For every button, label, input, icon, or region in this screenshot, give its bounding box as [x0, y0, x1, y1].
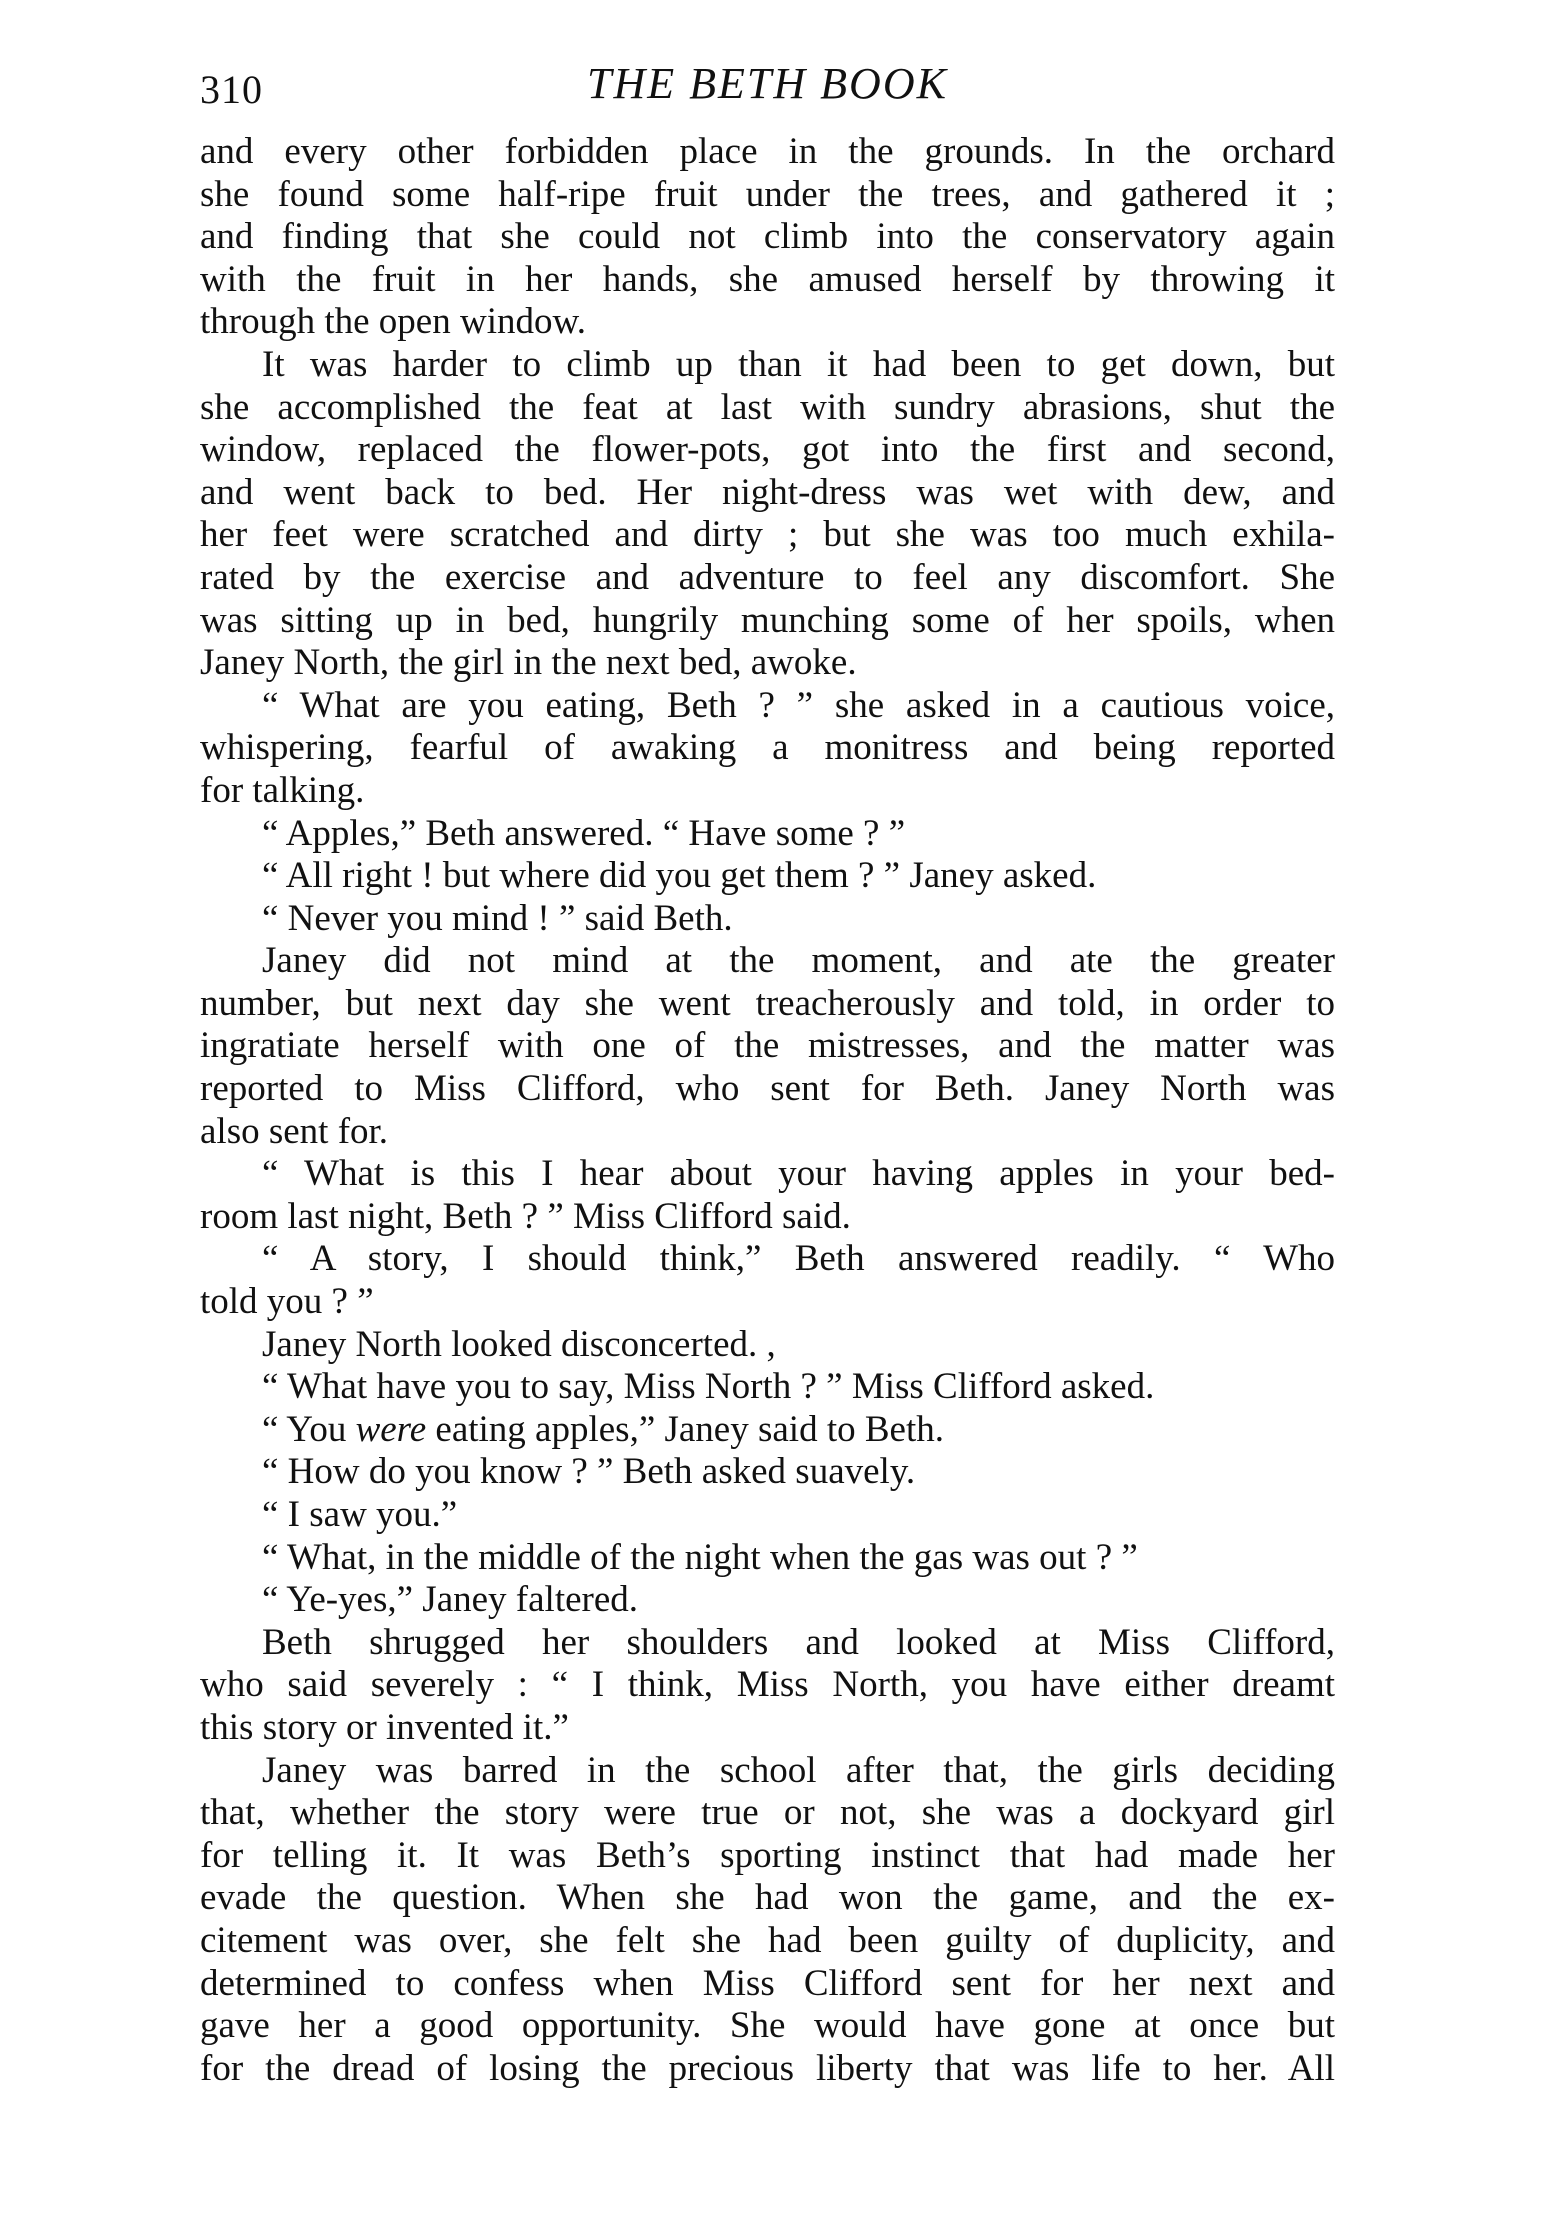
- text-line: determined to confess when Miss Clifford sent for her next and: [200, 1962, 1335, 2004]
- text-line: Beth shrugged her shoulders and looked at Miss Clifford,: [262, 1621, 1335, 1663]
- text-line: “ What, in the middle of the night when the gas was out ? ”: [262, 1536, 1138, 1578]
- text-line: rated by the exercise and adventure to feel any discomfort. She: [200, 556, 1335, 598]
- text-line: number, but next day she went treacherously and told, in order to: [200, 982, 1335, 1024]
- text-line: Janey was barred in the school after that, the girls deciding: [262, 1749, 1335, 1791]
- text-line: “ What have you to say, Miss North ? ” Miss Clifford asked.: [262, 1366, 1155, 1408]
- text-line: also sent for.: [200, 1110, 389, 1152]
- text-line: for the dread of losing the precious liberty that was life to her. All: [200, 2047, 1335, 2089]
- page-header: [200, 58, 1335, 118]
- text-line: gave her a good opportunity. She would have gone at once but: [200, 2005, 1335, 2047]
- text-line: “ You were eating apples,” Janey said to Beth.: [262, 1408, 944, 1450]
- text-line: “ Apples,” Beth answered. “ Have some ? ”: [262, 812, 906, 854]
- text-line: that, whether the story were true or not, she was a dockyard girl: [200, 1792, 1335, 1834]
- text-line: “ How do you know ? ” Beth asked suavely.: [262, 1451, 916, 1493]
- text-line: for telling it. It was Beth’s sporting instinct that had made her: [200, 1834, 1335, 1876]
- text-line: ingratiate herself with one of the mistresses, and the matter was: [200, 1025, 1335, 1067]
- text-line: room last night, Beth ? ” Miss Clifford said.: [200, 1195, 851, 1237]
- body-text: [200, 131, 1335, 2090]
- text-line: for talking.: [200, 769, 365, 811]
- text-line: whispering, fearful of awaking a monitress and being reported: [200, 727, 1335, 769]
- text-line: through the open window.: [200, 301, 587, 343]
- text-line: “ I saw you.”: [262, 1494, 458, 1535]
- text-line: who said severely : “ I think, Miss North, you have either dreamt: [200, 1664, 1335, 1706]
- text-line: window, replaced the flower-pots, got into the first and second,: [200, 429, 1335, 471]
- text-line: was sitting up in bed, hungrily munching some of her spoils, when: [200, 599, 1335, 641]
- text-line: Janey North, the girl in the next bed, awoke.: [200, 642, 857, 684]
- text-line: reported to Miss Clifford, who sent for Beth. Janey North was: [200, 1068, 1335, 1110]
- text-line: her feet were scratched and dirty ; but she was too much exhila-: [200, 514, 1335, 556]
- text-line: “ What is this I hear about your having apples in your bed-: [262, 1153, 1335, 1195]
- text-line: and went back to bed. Her night-dress was wet with dew, and: [200, 471, 1335, 513]
- text-line: she accomplished the feat at last with sundry abrasions, shut the: [200, 386, 1335, 428]
- text-line: “ A story, I should think,” Beth answered readily. “ Who: [262, 1238, 1335, 1280]
- text-line: with the fruit in her hands, she amused herself by throwing it: [200, 258, 1335, 300]
- text-line: “ Never you mind ! ” said Beth.: [262, 897, 733, 939]
- text-line: “ What are you eating, Beth ? ” she asked in a cautious voice,: [262, 684, 1335, 726]
- text-line: and every other forbidden place in the grounds. In the orchard: [200, 131, 1335, 172]
- text-line: “ All right ! but where did you get them ? ” Janey asked.: [262, 855, 1097, 897]
- text-line: and finding that she could not climb into the conservatory again: [200, 216, 1335, 258]
- text-line: It was harder to climb up than it had been to get down, but: [262, 343, 1335, 385]
- text-line: she found some half-ripe fruit under the trees, and gathered it ;: [200, 173, 1335, 215]
- page-number: 310: [200, 67, 263, 112]
- text-line: Janey North looked disconcerted. ,: [262, 1323, 776, 1365]
- text-line: citement was over, she felt she had been guilty of duplicity, and: [200, 1919, 1335, 1961]
- text-line: evade the question. When she had won the game, and the ex-: [200, 1877, 1335, 1919]
- running-title: THE BETH BOOK: [587, 59, 948, 108]
- text-line: “ Ye-yes,” Janey faltered.: [262, 1579, 639, 1621]
- text-line: Janey did not mind at the moment, and ate the greater: [262, 940, 1335, 982]
- emphasis: were: [355, 1408, 427, 1450]
- text-line: told you ? ”: [200, 1281, 374, 1323]
- text-line: this story or invented it.”: [200, 1706, 569, 1748]
